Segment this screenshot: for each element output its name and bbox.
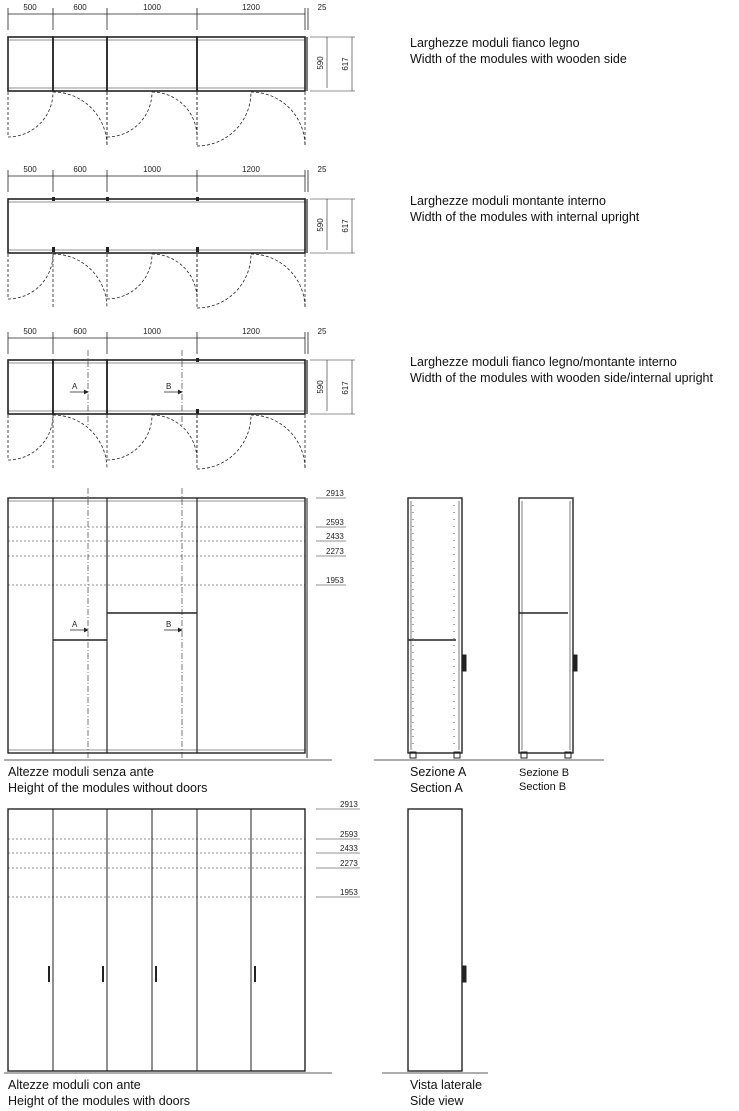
caption-it: Larghezze moduli fianco legno/montante interno — [410, 355, 677, 369]
elevation-with-doors — [4, 809, 360, 1073]
side-view — [382, 809, 488, 1073]
plan-view-3 — [8, 332, 355, 469]
caption-en: Height of the modules with doors — [8, 1094, 191, 1108]
caption-it: Larghezze moduli fianco legno — [410, 36, 580, 50]
width-dim: 500 — [23, 327, 37, 336]
plan-view-1 — [8, 8, 355, 146]
elevation-no-doors — [4, 488, 346, 760]
width-dim: 600 — [73, 3, 87, 12]
width-dim: 1000 — [143, 165, 161, 174]
width-dim: 500 — [23, 165, 37, 174]
width-dim: 1200 — [242, 165, 260, 174]
section-a-labels — [410, 765, 467, 795]
section-a — [374, 498, 488, 760]
caption-it: Altezze moduli senza ante — [8, 765, 154, 779]
plan-view-3-labels — [23, 327, 713, 395]
caption-en: Section A — [410, 781, 463, 795]
level-2433: 2433 — [340, 844, 358, 853]
caption-it: Altezze moduli con ante — [8, 1078, 141, 1092]
depth-outer-dim: 617 — [341, 57, 350, 71]
caption-en: Side view — [410, 1094, 464, 1108]
section-b-labels — [519, 767, 569, 793]
level-2913: 2913 — [340, 800, 358, 809]
level-2913: 2913 — [326, 489, 344, 498]
level-1953: 1953 — [326, 576, 344, 585]
section-mark-a: A — [72, 382, 78, 391]
section-mark-b: B — [166, 382, 172, 391]
caption-it: Larghezze moduli montante interno — [410, 194, 606, 208]
width-dim: 500 — [23, 3, 37, 12]
level-2273: 2273 — [340, 859, 358, 868]
section-mark-a: A — [72, 620, 78, 629]
section-b — [488, 498, 604, 760]
level-2593: 2593 — [326, 518, 344, 527]
level-2433: 2433 — [326, 532, 344, 541]
depth-inner-dim: 590 — [316, 218, 325, 232]
level-1953: 1953 — [340, 888, 358, 897]
elevation-with-doors-labels — [8, 800, 358, 1108]
caption-en: Width of the modules with internal upright — [410, 210, 640, 224]
width-dim: 1200 — [242, 3, 260, 12]
caption-en: Section B — [519, 781, 567, 793]
caption-it: Sezione B — [519, 767, 570, 779]
level-2273: 2273 — [326, 547, 344, 556]
width-dim: 25 — [317, 327, 327, 336]
caption-en: Width of the modules with wooden side — [410, 52, 627, 66]
width-dim: 25 — [317, 3, 327, 12]
width-dim: 1200 — [242, 327, 260, 336]
caption-en: Width of the modules with wooden side/internal upright — [410, 371, 713, 385]
width-dim: 600 — [73, 165, 87, 174]
width-dim: 25 — [317, 165, 327, 174]
section-mark-b: B — [166, 620, 172, 629]
depth-inner-dim: 590 — [316, 380, 325, 394]
width-dim: 600 — [73, 327, 87, 336]
depth-outer-dim: 617 — [341, 381, 350, 395]
side-view-labels — [410, 1078, 482, 1108]
depth-inner-dim: 590 — [316, 56, 325, 70]
level-2593: 2593 — [340, 830, 358, 839]
depth-outer-dim: 617 — [341, 219, 350, 233]
elevation-no-doors-labels — [8, 489, 344, 795]
caption-it: Sezione A — [410, 765, 467, 779]
plan-view-2 — [8, 170, 355, 308]
width-dim: 1000 — [143, 327, 161, 336]
width-dim: 1000 — [143, 3, 161, 12]
caption-en: Height of the modules without doors — [8, 781, 208, 795]
caption-it: Vista laterale — [410, 1078, 483, 1092]
